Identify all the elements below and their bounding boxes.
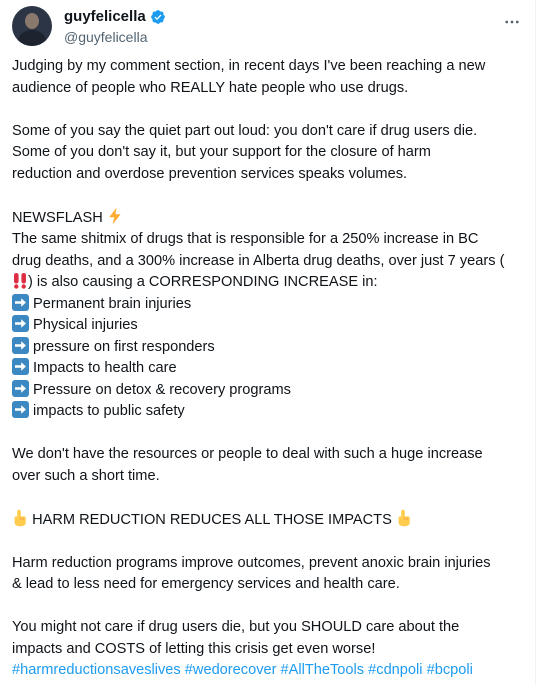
display-name-row [64, 7, 166, 27]
text-line: over such a short time. [12, 467, 160, 484]
hashtag-line [12, 660, 524, 682]
lightning-bolt-icon [107, 207, 123, 225]
hashtag-link[interactable]: #wedorecover [184, 662, 277, 678]
double-exclamation-icon [12, 272, 28, 289]
paragraph-newsflash [12, 207, 524, 294]
list-item-label: Permanent brain injuries [33, 295, 192, 312]
list-item-label: Pressure on detox & recovery programs [33, 381, 291, 398]
text-line: Some of you say the quiet part out loud: you don't care if drug users die. [12, 122, 478, 139]
paragraph-headline [12, 509, 524, 532]
list-item [12, 358, 524, 380]
text-line: reduction and overdose prevention services speaks volumes. [12, 165, 408, 182]
text-line: Judging by my comment section, in recent days I've been reaching a new [12, 58, 486, 74]
list-item-label: pressure on first responders [33, 338, 215, 355]
paragraph-quiet-part [12, 121, 524, 186]
text-line: Some of you don't say it, but your support for the closure of harm [12, 144, 431, 160]
right-arrow-icon [12, 294, 29, 311]
list-item [12, 380, 524, 402]
text-line: drug deaths, and a 300% increase in Alberta drug deaths, over just 7 years ( [12, 252, 505, 269]
list-item-label: Impacts to health care [33, 360, 177, 376]
text-line: We don't have the resources or people to deal with such a huge increase [12, 446, 483, 462]
list-item [12, 294, 524, 316]
author-display-name[interactable]: guyfelicella [64, 8, 146, 25]
newsflash-label: NEWSFLASH [12, 209, 103, 226]
author-names [64, 7, 166, 47]
paragraph-closing [12, 617, 524, 682]
list-item [12, 337, 524, 359]
text-line: impacts and COSTS of letting this crisis get even worse! [12, 640, 376, 657]
avatar-head [25, 13, 39, 29]
headline-line [12, 509, 524, 532]
text-line-with-emoji [12, 272, 524, 294]
text-line: audience of people who REALLY hate people who use drugs. [12, 79, 409, 96]
paragraph-intro [12, 56, 524, 99]
list-item-label: impacts to public safety [33, 403, 185, 419]
avatar[interactable] [12, 6, 52, 46]
pointing-up-icon [396, 509, 412, 527]
hashtag-link[interactable]: #bcpoli [426, 662, 473, 678]
text-line: Harm reduction programs improve outcomes, prevent anoxic brain injuries [12, 554, 491, 571]
more-dots-icon[interactable] [502, 12, 522, 32]
list-item-label: Physical injuries [33, 317, 138, 333]
post-header [12, 4, 526, 48]
right-arrow-icon [12, 358, 29, 375]
right-arrow-icon [12, 401, 29, 418]
verified-badge-icon [150, 9, 166, 25]
impacts-list [12, 294, 524, 423]
avatar-shoulders [18, 30, 46, 46]
pointing-up-icon [12, 509, 28, 527]
right-arrow-icon [12, 315, 29, 332]
paragraph-outcomes [12, 553, 524, 596]
list-item [12, 315, 524, 337]
right-arrow-icon [12, 337, 29, 354]
text-line: The same shitmix of drugs that is responsible for a 250% increase in BC [12, 231, 479, 247]
right-arrow-icon [12, 380, 29, 397]
headline-text: HARM REDUCTION REDUCES ALL THOSE IMPACTS [32, 511, 392, 528]
newsflash-line [12, 207, 524, 230]
hashtag-link[interactable]: #cdnpoli [368, 662, 423, 678]
author-handle[interactable]: @guyfelicella [64, 29, 148, 45]
text-line: You might not care if drug users die, but you SHOULD care about the [12, 619, 460, 635]
hashtag-link[interactable]: #harmreductionsaveslives [12, 662, 181, 678]
text-fragment: ) is also causing a CORRESPONDING INCREASE in: [28, 274, 378, 290]
list-item [12, 401, 524, 423]
text-line: & lead to less need for emergency services and health care. [12, 576, 400, 592]
hashtag-link[interactable]: #AllTheTools [280, 662, 365, 678]
paragraph-resources [12, 444, 524, 487]
post-body [12, 56, 524, 682]
